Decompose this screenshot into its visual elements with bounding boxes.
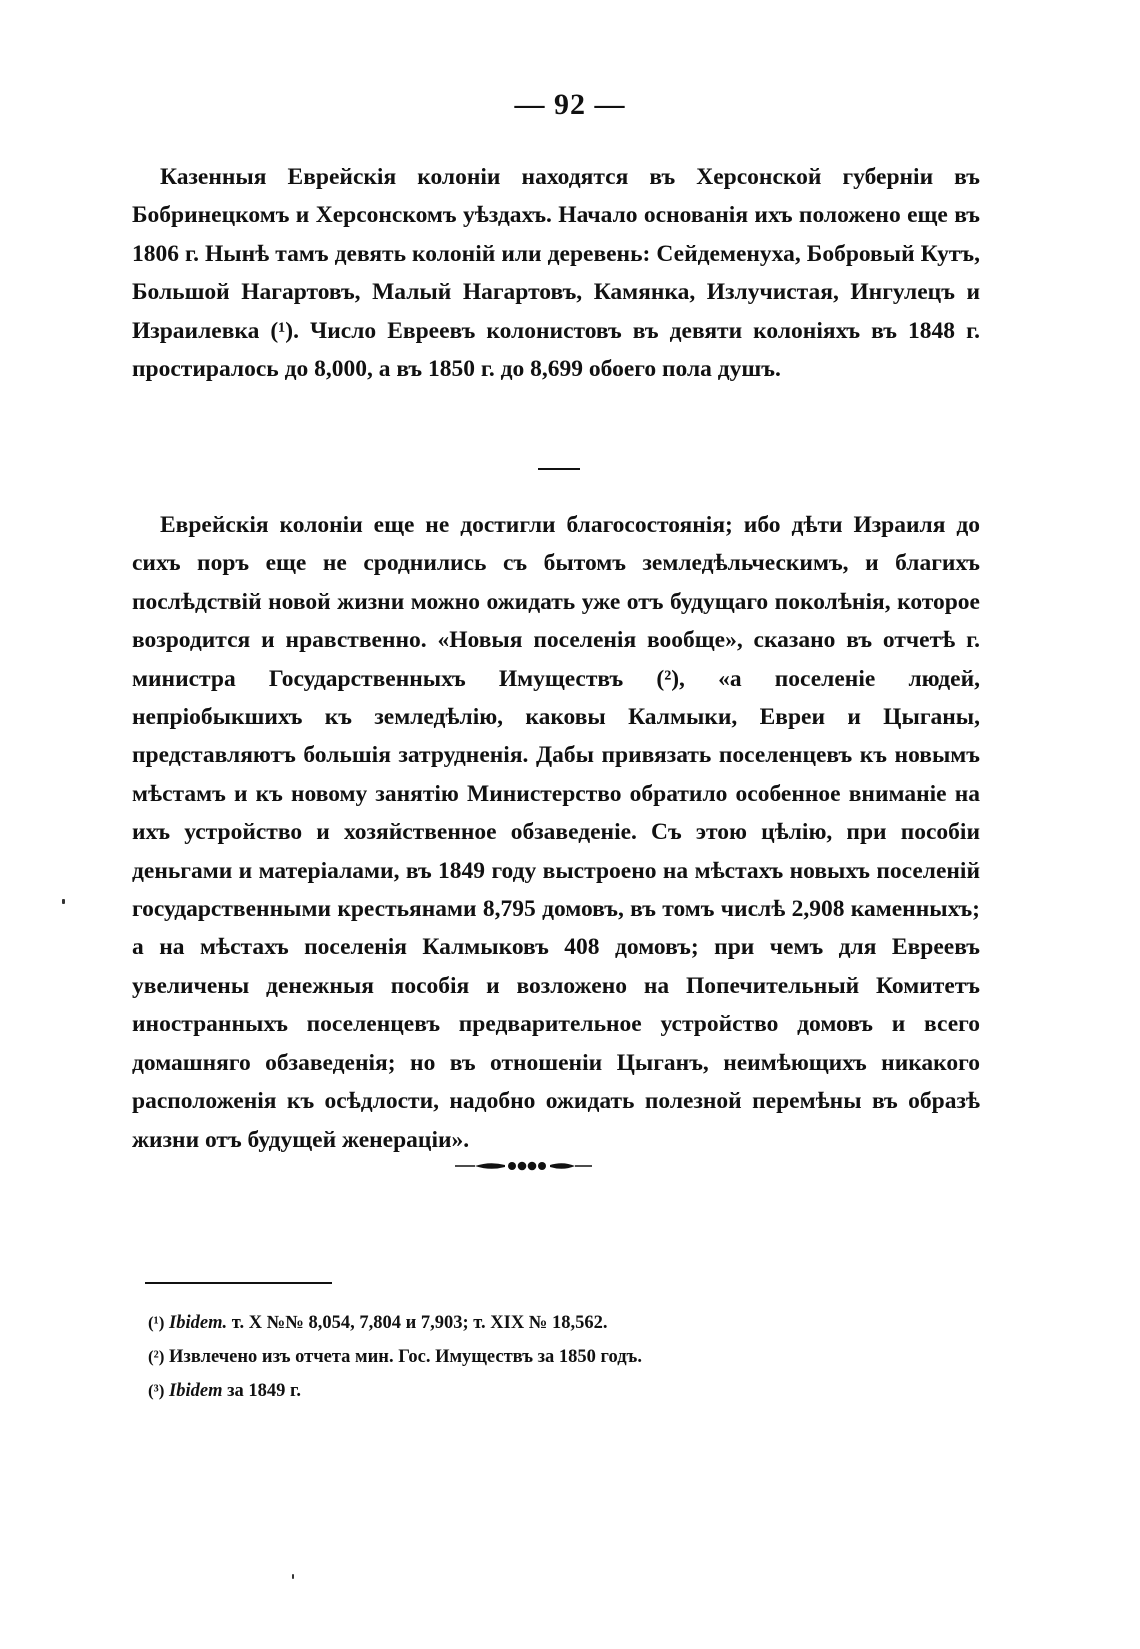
print-speck [292,1574,294,1579]
ornament-divider-icon [0,1156,1140,1176]
footnote-2 [148,1340,968,1374]
footnote-text: за 1849 г. [222,1381,301,1401]
footnote-separator [145,1282,332,1284]
page-number: — 92 — [514,88,626,121]
paragraph-colonies-location: Казенныя Еврейскія колоніи находятся въ Херсонской губерніи въ Бобринецкомъ и Херсонскомъ уѣздахъ. Начало основанія ихъ положено еще въ 1806 г. Нынѣ тамъ девять колоній или деревень: Сейдеменуха, Бобровый Кутъ, Большой Нагартовъ, Малый Нагартовъ, Камянка, Излучистая, Ингулецъ и Израилевка (¹). Число Евреевъ колонистовъ въ девяти колоніяхъ въ 1848 г. простиралось до 8,000, а въ 1850 г. до 8,699 обоего пола душъ. [132,164,980,383]
footnote-marker: (³) [148,1381,165,1400]
footnote-1 [148,1306,968,1340]
footnote-marker: (¹) [148,1313,165,1332]
footnote-marker: (²) [148,1347,165,1366]
section-divider [538,468,580,470]
footnote-3 [148,1374,968,1408]
footnote-text: Извлечено изъ отчета мин. Гос. Имуществъ за 1850 годъ. [164,1347,642,1367]
paragraph-colonies-welfare: Еврейскія колоніи еще не достигли благосостоянія; ибо дѣти Израиля до сихъ поръ еще не сроднились съ бытомъ земледѣльческимъ, и благихъ послѣдствій новой жизни можно ожидать уже отъ будущаго поколѣнія, которое возродится и нравственно. «Новыя поселенія вообще», сказано въ отчетѣ г. министра Государственныхъ Имуществъ (²), «а поселеніе людей, непріобыкшихъ къ земледѣлію, каковы Калмыки, Евреи и Цыганы, представляютъ большія затрудненія. Дабы привязать поселенцевъ къ новымъ мѣстамъ и къ новому занятію Министерство обратило особенное вниманіе на ихъ устройство и хозяйственное обзаведеніе. Съ этою цѣлію, при пособіи деньгами и матеріалами, въ 1849 году выстроено на мѣстахъ новыхъ поселеній государственными крестьянами 8,795 домовъ, въ томъ числѣ 2,908 каменныхъ; а на мѣстахъ поселенія Калмыковъ 408 домовъ; при чемъ для Евреевъ увеличены денежныя пособія и возложено на Попечительный Комитетъ иностранныхъ поселенцевъ предварительное устройство домовъ и всего домашняго обзаведенія; но въ отношеніи Цыганъ, неимѣющихъ никакого расположенія къ осѣдлости, надобно ожидать полезной перемѣны въ образѣ жизни отъ будущей женерацiи». [132,512,980,1153]
footnote-text: т. X №№ 8,054, 7,804 и 7,903; т. XIX № 18,562. [227,1313,608,1333]
footnote-source: Ibidem [169,1381,223,1401]
print-speck [62,899,65,904]
footnote-source: Ibidem. [169,1313,228,1333]
footnotes-list [148,1306,968,1408]
